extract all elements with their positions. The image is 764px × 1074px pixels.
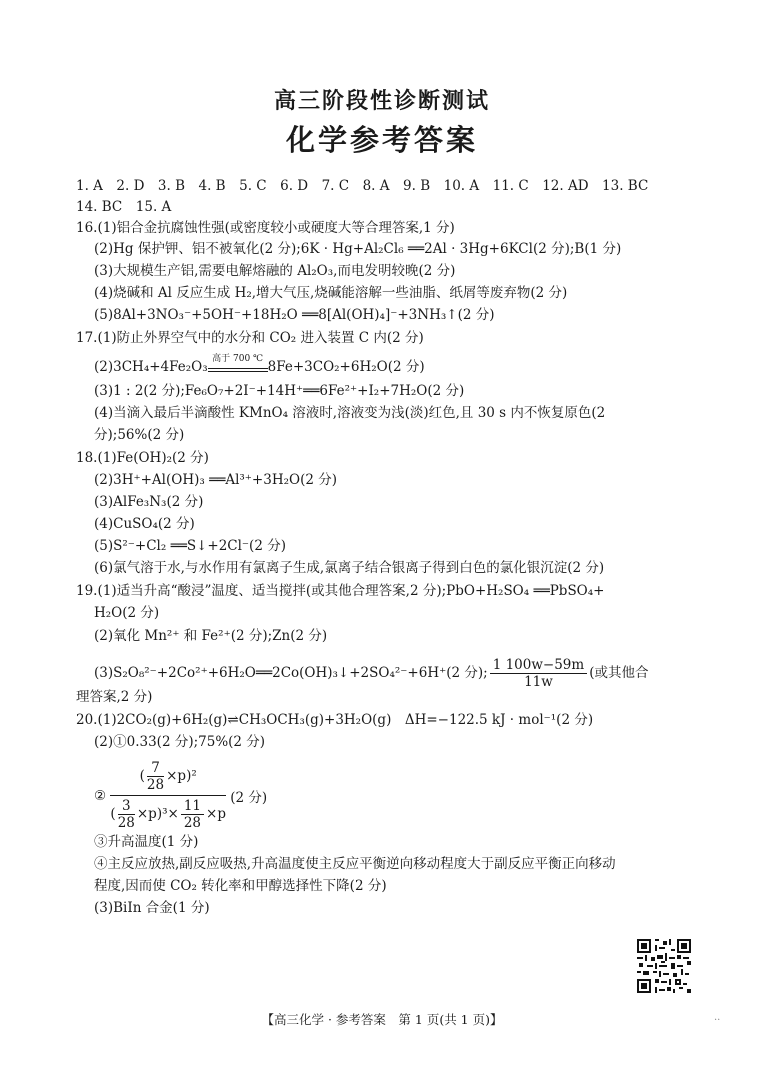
q19-line-1: 19.(1)适当升高“酸浸”温度、适当搅拌(或其他合理答案,2 分);PbO+H₂SO₄ ══PbSO₄+	[76, 583, 605, 599]
q17-eq-left: (2)3CH₄+4Fe₂O₃	[94, 359, 208, 375]
q16-line-2: (2)Hg 保护钾、铝不被氧化(2 分);6K · Hg+Al₂Cl₆ ══2Al · 3Hg+6KCl(2 分);B(1 分)	[94, 241, 622, 257]
q17-line-1: 17.(1)防止外界空气中的水分和 CO₂ 进入装置 C 内(2 分)	[76, 330, 424, 346]
q19-line-3: (2)氧化 Mn²⁺ 和 Fe²⁺(2 分);Zn(2 分)	[94, 628, 328, 644]
kp-denominator-mid: ×p)³×	[136, 806, 179, 822]
q18-line-3: (3)AlFe₃N₃(2 分)	[94, 494, 204, 510]
q19-eq: (3)S₂O₈²⁻+2Co²⁺+6H₂O══2Co(OH)₃↓+2SO₄²⁻+6H⁺(2 分);	[94, 665, 488, 681]
fraction-denominator: 28	[117, 815, 135, 831]
q19-line-4	[94, 657, 648, 690]
fraction-numerator: 11	[181, 798, 204, 815]
kp-numerator: ( $\frac{7}{28}$ ×p)²	[110, 760, 226, 796]
q20-line-6: 程度,因而使 CO₂ 转化率和甲醇选择性下降(2 分)	[94, 878, 387, 894]
kp-expression	[94, 760, 267, 831]
q17-line-4: (4)当滴入最后半滴酸性 KMnO₄ 溶液时,溶液变为浅(淡)红色,且 30 s 内不恢复原色(2	[94, 405, 606, 421]
reaction-condition: 高于 700 ℃	[212, 353, 264, 364]
fraction-numerator: 3	[118, 798, 135, 815]
q16-line-4: (4)烧碱和 Al 反应生成 H₂,增大气压,烧碱能溶解一些油脂、纸屑等废弃物(2 分)	[94, 285, 568, 301]
fraction-denominator: 11w	[524, 674, 553, 690]
qr-code-icon	[637, 939, 691, 993]
q17-eq-right: 8Fe+3CO₂+6H₂O(2 分)	[267, 359, 425, 375]
q16-line-1: 16.(1)铝合金抗腐蚀性强(或密度较小或硬度大等合理答案,1 分)	[76, 220, 455, 236]
kp-fraction	[110, 760, 226, 831]
q20-line-1: 20.(1)2CO₂(g)+6H₂(g)⇌CH₃OCH₃(g)+3H₂O(g) ΔH=−122.5 kJ · mol⁻¹(2 分)	[76, 712, 594, 728]
fraction	[490, 657, 588, 690]
q17-line-5: 分);56%(2 分)	[94, 427, 185, 443]
q19-line-2: H₂O(2 分)	[94, 605, 160, 621]
q19-line-5: 理答案,2 分)	[76, 689, 153, 705]
q20-line-5: ④主反应放热,副反应吸热,升高温度使主反应平衡逆向移动程度大于副反应平衡正向移动	[94, 856, 616, 872]
choice-answers-line-2: 14. BC 15. A	[76, 199, 172, 215]
page-subtitle: 化学参考答案	[285, 123, 478, 157]
q17-line-2	[94, 353, 425, 376]
q18-line-6: (6)氯气溶于水,与水作用有氯离子生成,氯离子结合银离子得到白色的氯化银沉淀(2 分)	[94, 560, 605, 576]
choice-answers-line-1: 1. A 2. D 3. B 4. B 5. C 6. D 7. C 8. A 9. B 10. A 11. C 12. AD 13. BC	[76, 178, 649, 194]
kp-mark: ②	[94, 787, 107, 804]
kp-score: (2 分)	[230, 789, 268, 806]
q18-line-2: (2)3H⁺+Al(OH)₃ ══Al³⁺+3H₂O(2 分)	[94, 472, 337, 488]
q17-line-3: (3)1 : 2(2 分);Fe₆O₇+2I⁻+14H⁺══6Fe²⁺+I₂+7H₂O(2 分)	[94, 383, 465, 399]
kp-numerator-tail: ×p)²	[166, 768, 197, 784]
q18-line-4: (4)CuSO₄(2 分)	[94, 516, 195, 532]
kp-denominator-tail: ×p	[206, 806, 226, 822]
q20-line-2: (2)①0.33(2 分);75%(2 分)	[94, 734, 266, 750]
reaction-arrow	[208, 353, 268, 372]
footer-dots: ..	[714, 1012, 721, 1023]
fraction-numerator: 1 100w−59m	[490, 657, 588, 674]
q16-line-5: (5)8Al+3NO₃⁻+5OH⁻+18H₂O ══8[Al(OH)₄]⁻+3NH₃↑(2 分)	[94, 307, 495, 323]
fraction	[118, 798, 135, 831]
fraction	[147, 760, 164, 793]
kp-denominator: ( $\frac{3}{28}$ ×p)³× $\frac{11}{28}$ ×p	[110, 798, 226, 831]
q16-line-3: (3)大规模生产铝,需要电解熔融的 Al₂O₃,而电发明较晚(2 分)	[94, 263, 456, 279]
page-title: 高三阶段性诊断测试	[273, 89, 490, 114]
q20-line-7: (3)BiIn 合金(1 分)	[94, 900, 210, 916]
q20-line-4: ③升高温度(1 分)	[94, 834, 199, 850]
fraction-denominator: 28	[146, 777, 165, 793]
q19-eq-tail: (或其他合	[589, 665, 649, 681]
q18-line-5: (5)S²⁻+Cl₂ ══S↓+2Cl⁻(2 分)	[94, 538, 286, 554]
fraction-denominator: 28	[183, 815, 202, 831]
q18-line-1: 18.(1)Fe(OH)₂(2 分)	[76, 450, 209, 466]
fraction-numerator: 7	[147, 760, 164, 777]
page-footer: 【高三化学 · 参考答案 第 1 页(共 1 页)】	[261, 1012, 503, 1027]
fraction	[181, 798, 204, 831]
